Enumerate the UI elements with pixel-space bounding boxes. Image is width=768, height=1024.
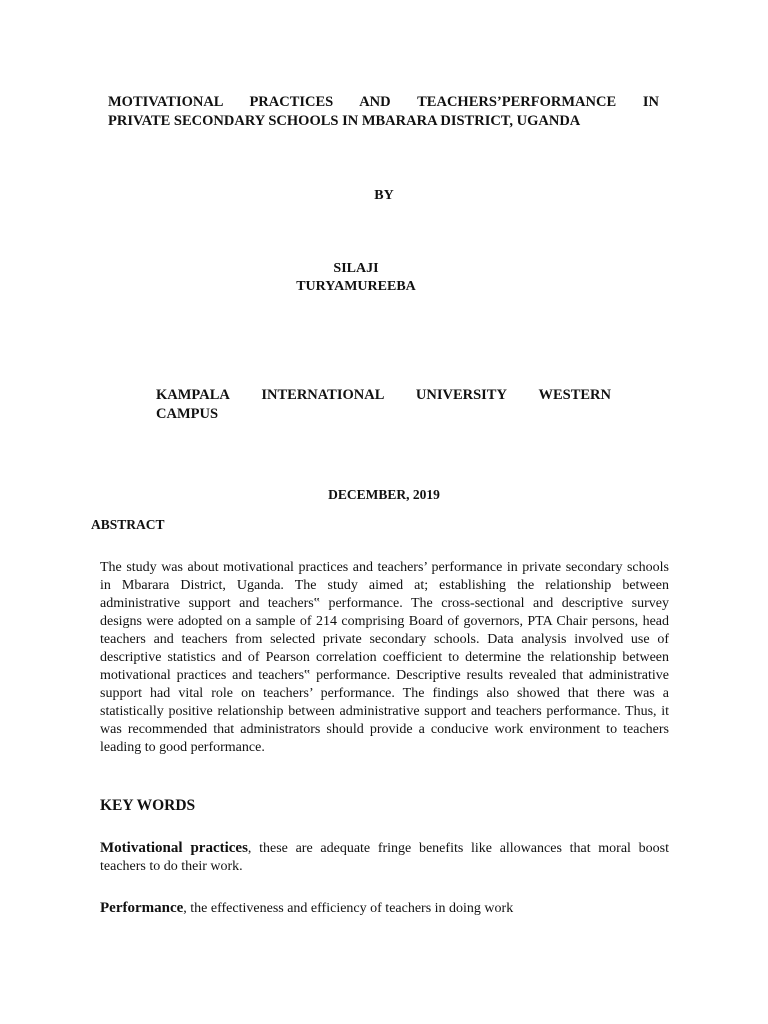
keyword-item	[100, 899, 669, 918]
paper-title-line-1: MOTIVATIONAL PRACTICES AND TEACHERS’PERFORMANCE IN	[108, 94, 659, 110]
keyword-item	[100, 839, 669, 876]
abstract-heading: ABSTRACT	[91, 517, 165, 532]
abstract-body: The study was about motivational practices and teachers’ performance in private secondary schools in Mbarara District, Uganda. The study aimed at; establishing the relationship between administrative support and teachers‟ performance. The cross-sectional and descriptive survey designs were adopted on a sample of 214 comprising Board of governors, PTA Chair persons, head teachers and teachers from selected private secondary schools. Data analysis involved use of descriptive statistics and of Pearson correlation coefficient to determine the relationship between motivational practices and teachers‟ performance. Descriptive results revealed that administrative support had vital role on teachers’ performance. The findings also showed that there was a statistically positive relationship between administrative support and teachers performance. Thus, it was recommended that administrators should provide a conducive work environment to teachers leading to good performance.	[100, 560, 669, 755]
institution-line-2: CAMPUS	[156, 406, 219, 422]
by-label: BY	[374, 188, 394, 203]
submission-date: DECEMBER, 2019	[328, 487, 440, 502]
keyword-term: Performance	[100, 900, 184, 916]
author-first-name: SILAJI	[333, 261, 379, 276]
keyword-definition: , the effectiveness and efficiency of teachers in doing work	[183, 901, 514, 916]
institution-line-1: KAMPALA INTERNATIONAL UNIVERSITY WESTERN	[156, 387, 611, 403]
keyword-term: Motivational practices	[100, 840, 248, 856]
keywords-heading: KEY WORDS	[100, 797, 196, 814]
author-last-name: TURYAMUREEBA	[296, 279, 416, 294]
keyword-definition: , these are adequate fringe benefits like allowances that moral boost teachers to do their work.	[100, 841, 669, 874]
paper-title-line-2: PRIVATE SECONDARY SCHOOLS IN MBARARA DISTRICT, UGANDA	[108, 113, 581, 129]
